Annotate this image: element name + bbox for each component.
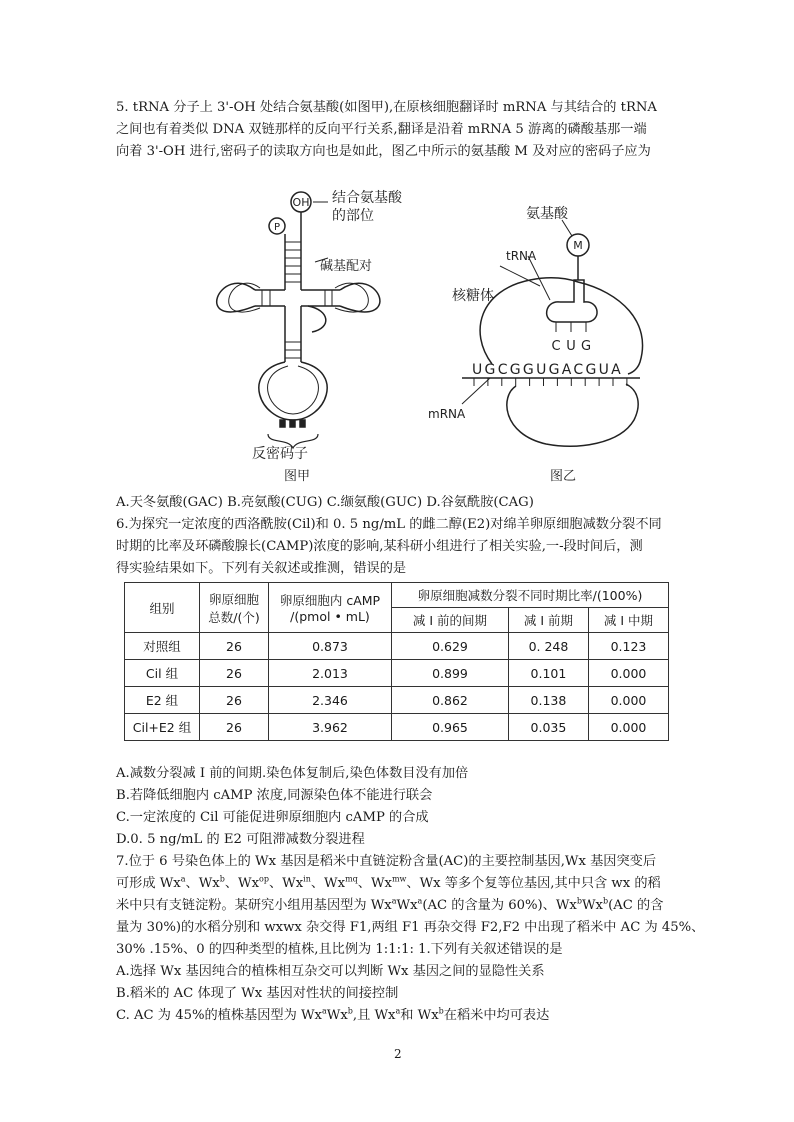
label-ribosome: 核糖体 xyxy=(452,288,494,304)
q6-option-d: D.0. 5 ng/mL 的 E2 可阻滞减数分裂进程 xyxy=(116,832,365,847)
q7-option-c: C. AC 为 45%的植株基因型为 Wx$^a$Wx$^b$,且 Wx$^a$和 Wx$^b$在稻米中均可表达 xyxy=(116,1006,550,1023)
table-header-row xyxy=(125,583,669,608)
q7-line-3: 米中只有支链淀粉。某研究小组用基因型为 Wx$^a$Wx$^a$(AC 的含量为 60%)、Wx$^b$Wx$^b$(AC 的含 xyxy=(116,896,664,913)
header-camp-line-2: /(pmol • mL) xyxy=(290,609,370,624)
header-total-line-1: 卵原细胞 xyxy=(208,591,259,607)
table-row xyxy=(125,714,669,741)
cell-interphase: 0.899 xyxy=(392,660,509,687)
header-total xyxy=(200,583,269,633)
cell-group: Cil+E2 组 xyxy=(125,714,200,741)
table-row xyxy=(125,660,669,687)
label-amino-acid-binding-site-1: 结合氨基酸 xyxy=(332,190,402,206)
header-ratio: 卵原细胞减数分裂不同时期比率/(100%) xyxy=(392,583,669,608)
mrna-sequence: UGCGGUGACGUA xyxy=(472,362,624,378)
cell-group: 对照组 xyxy=(125,633,200,660)
header-total-line-2: 总数/(个) xyxy=(208,609,260,625)
cell-camp: 2.346 xyxy=(269,687,392,714)
anticodon-base-2: U xyxy=(566,339,576,354)
q6-option-a: A.减数分裂减 I 前的间期.染色体复制后,染色体数目没有加倍 xyxy=(116,766,469,781)
q6-line-3: 得实验结果如下。下列有关叙述或推测，错误的是 xyxy=(116,561,407,576)
label-amino-acid-binding-site-2: 的部位 xyxy=(332,208,374,224)
header-camp-line-1: 卵原细胞内 cAMP xyxy=(279,593,381,608)
cell-metaphase: 0.123 xyxy=(588,633,668,660)
page-number: 2 xyxy=(394,1047,402,1061)
q7-line-1: 7.位于 6 号染色体上的 Wx 基因是稻米中直链淀粉含量(AC)的主要控制基因,Wx 基因突变后 xyxy=(116,854,657,869)
cell-camp: 2.013 xyxy=(269,660,392,687)
mrna-ticks xyxy=(474,378,627,386)
table-row xyxy=(125,633,669,660)
cell-metaphase: 0.000 xyxy=(588,660,668,687)
header-prophase: 减 I 前期 xyxy=(508,608,588,633)
cell-metaphase: 0.000 xyxy=(588,714,668,741)
q6-option-c: C.一定浓度的 Cil 可能促进卵原细胞内 cAMP 的合成 xyxy=(116,810,429,825)
label-amino-acid: 氨基酸 xyxy=(526,206,568,222)
cell-camp: 3.962 xyxy=(269,714,392,741)
cell-total: 26 xyxy=(200,660,269,687)
label-trna: tRNA xyxy=(506,249,537,263)
caption-jia: 图甲 xyxy=(284,469,311,484)
header-interphase: 减 I 前的间期 xyxy=(392,608,509,633)
cell-prophase: 0.138 xyxy=(508,687,588,714)
cell-interphase: 0.629 xyxy=(392,633,509,660)
q7-option-a: A.选择 Wx 基因纯合的植株相互杂交可以判断 Wx 基因之间的显隐性关系 xyxy=(116,964,545,979)
cell-total: 26 xyxy=(200,714,269,741)
q5-options: A.天冬氨酸(GAC) B.亮氨酸(CUG) C.缬氨酸(GUC) D.谷氨酰胺(CAG) xyxy=(116,495,534,510)
label-anticodon: 反密码子 xyxy=(252,446,308,462)
cell-total: 26 xyxy=(200,687,269,714)
q6-option-b: B.若降低细胞内 cAMP 浓度,同源染色体不能进行联会 xyxy=(116,788,433,803)
q7-line-5: 30% .15%、0 的四种类型的植株,且比例为 1:1:1: 1.下列有关叙述错误的是 xyxy=(116,942,563,957)
p-label: P xyxy=(273,222,281,233)
figure-jia xyxy=(217,192,380,448)
header-metaphase: 减 I 中期 xyxy=(588,608,668,633)
q6-line-2: 时期的比率及环磷酸腺长(CAMP)浓度的影响,某科研小组进行了相关实验,一-段时间后，测 xyxy=(116,539,643,554)
cell-metaphase: 0.000 xyxy=(588,687,668,714)
cell-prophase: 0.101 xyxy=(508,660,588,687)
anticodon-base-3: G xyxy=(580,339,592,354)
q7-option-b: B.稻米的 AC 体现了 Wx 基因对性状的间接控制 xyxy=(116,986,399,1001)
label-mrna: mRNA xyxy=(428,407,466,421)
cell-total: 26 xyxy=(200,633,269,660)
cell-prophase: 0.035 xyxy=(508,714,588,741)
cell-interphase: 0.862 xyxy=(392,687,509,714)
oh-label: OH xyxy=(292,196,310,209)
results-table xyxy=(124,582,669,741)
q6-line-1: 6.为探究一定浓度的西洛酰胺(Cil)和 0. 5 ng/mL 的雌二醇(E2)对绵羊卵原细胞减数分裂不同 xyxy=(116,517,662,532)
q5-line-2: 之间也有着类似 DNA 双链那样的反向平行关系,翻译是沿着 mRNA 5 游离的磷酸基那一端 xyxy=(116,122,647,137)
q7-line-4: 量为 30%)的水稻分别和 wxwx 杂交得 F1,两组 F1 再杂交得 F2,F2 中出现了稻米中 AC 为 45%、 xyxy=(116,920,705,935)
q7-line-2: 可形成 Wx$^a$、Wx$^b$、$Wx^{op}$、$Wx^{in}$、$Wx^{mq}$、$Wx^{mw}$、Wx 等多个复等位基因,其中只含 wx 的稻 xyxy=(116,874,661,891)
cell-camp: 0.873 xyxy=(269,633,392,660)
label-base-pairing: 碱基配对 xyxy=(320,259,373,274)
header-camp xyxy=(269,583,392,633)
q5-line-1: 5. tRNA 分子上 3'-OH 处结合氨基酸(如图甲),在原核细胞翻译时 mRNA 与其结合的 tRNA xyxy=(116,100,657,115)
anticodon-base-1: C xyxy=(551,339,561,354)
figure-yi xyxy=(462,220,643,446)
q5-line-3: 向着 3'-OH 进行,密码子的读取方向也是如此，图乙中所示的氨基酸 M 及对应的密码子应为 xyxy=(116,144,651,159)
m-label: M xyxy=(573,239,583,252)
cell-group: E2 组 xyxy=(125,687,200,714)
table-row xyxy=(125,687,669,714)
cell-prophase: 0. 248 xyxy=(508,633,588,660)
header-group: 组别 xyxy=(125,583,200,633)
trna-figure xyxy=(200,182,660,487)
cell-group: Cil 组 xyxy=(125,660,200,687)
cell-interphase: 0.965 xyxy=(392,714,509,741)
caption-yi: 图乙 xyxy=(550,469,577,484)
